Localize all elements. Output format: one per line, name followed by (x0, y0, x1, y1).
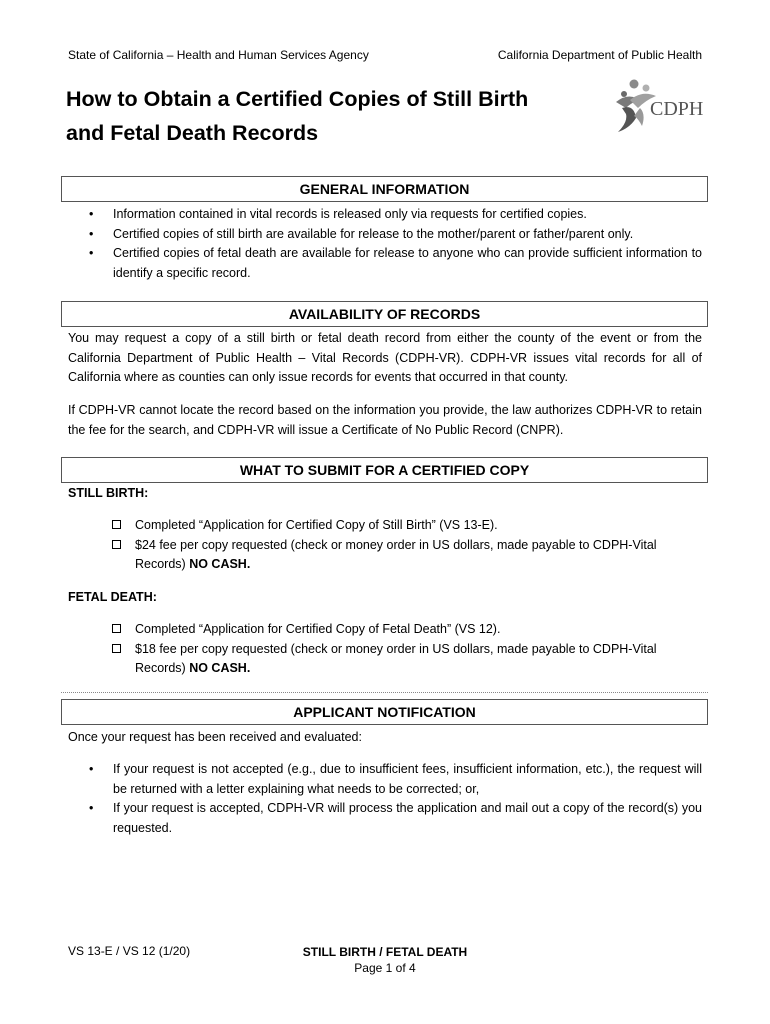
bullet-icon: • (89, 226, 94, 241)
divider (61, 692, 708, 693)
logo-text: CDPH (650, 98, 704, 120)
page-title (66, 82, 586, 150)
list-item: • Information contained in vital records is released only via requests for certified copies. (68, 205, 702, 225)
notification-list (68, 760, 702, 838)
availability-heading: AVAILABILITY OF RECORDS (61, 301, 708, 327)
applicant-notification-heading: APPLICANT NOTIFICATION (61, 699, 708, 725)
page-footer (285, 944, 485, 976)
cdph-logo (612, 78, 712, 134)
page-header (68, 48, 702, 64)
bullet-icon: • (89, 762, 94, 776)
checklist-item: $24 fee per copy requested (check or money order in US dollars, made payable to CDPH-Vital Records) NO CASH. (68, 536, 702, 575)
department-name: California Department of Public Health (497, 48, 702, 62)
page-number: Page 1 of 4 (354, 961, 416, 975)
list-item: • If your request is not accepted (e.g., due to insufficient fees, insufficient information, etc.), the request will be returned with a letter explaining what needs to be corrected; or, (89, 762, 702, 796)
checklist-item: Completed “Application for Certified Copy of Still Birth” (VS 13-E). (68, 516, 702, 536)
bullet-icon: • (89, 207, 94, 221)
title-line-2: and Fetal Death Records (66, 121, 319, 145)
checkbox-icon (112, 520, 121, 529)
bullet-icon: • (89, 801, 94, 815)
bullet-icon: • (89, 246, 94, 260)
notification-intro: Once your request has been received and evaluated: (68, 730, 362, 744)
availability-paragraph-1: You may request a copy of a still birth or fetal death record from either the county of the event or from the California Department of Public Health – Vital Records (CDPH-VR). CDPH-VR issues vital records for all of California where as counties can only issue records for events that occurred in that county. (68, 331, 702, 384)
still-birth-label: STILL BIRTH: (68, 486, 149, 500)
list-item: • Certified copies of still birth are available for release to the mother/parent or father/parent only. (68, 225, 702, 245)
title-line-1: How to Obtain a Certified Copies of Still Birth (66, 87, 529, 111)
form-number: VS 13-E / VS 12 (1/20) (68, 944, 191, 958)
what-to-submit-heading: WHAT TO SUBMIT FOR A CERTIFIED COPY (61, 457, 708, 483)
fetal-death-checklist (68, 620, 702, 679)
general-information-heading: GENERAL INFORMATION (61, 176, 708, 202)
availability-paragraph-2: If CDPH-VR cannot locate the record based on the information you provide, the law authorizes CDPH-VR to retain the fee for the search, and CDPH-VR will issue a Certificate of No Public Record (CNPR). (68, 403, 702, 437)
list-item: • Certified copies of fetal death are available for release to anyone who can provide sufficient information to identify a specific record. (89, 246, 702, 280)
checkbox-icon (112, 624, 121, 633)
list-item: • If your request is accepted, CDPH-VR will process the application and mail out a copy of the record(s) you requested. (89, 801, 702, 835)
checklist-item: Completed “Application for Certified Copy of Fetal Death” (VS 12). (68, 620, 702, 640)
agency-name: State of California – Health and Human Services Agency (68, 48, 369, 62)
checkbox-icon (112, 540, 121, 549)
still-birth-checklist (68, 516, 702, 575)
checkbox-icon (112, 644, 121, 653)
checklist-item: $18 fee per copy requested (check or money order in US dollars, made payable to CDPH-Vital Records) NO CASH. (68, 640, 702, 679)
fetal-death-label: FETAL DEATH: (68, 590, 157, 604)
document-label: STILL BIRTH / FETAL DEATH (302, 945, 468, 959)
general-information-list (68, 205, 702, 283)
